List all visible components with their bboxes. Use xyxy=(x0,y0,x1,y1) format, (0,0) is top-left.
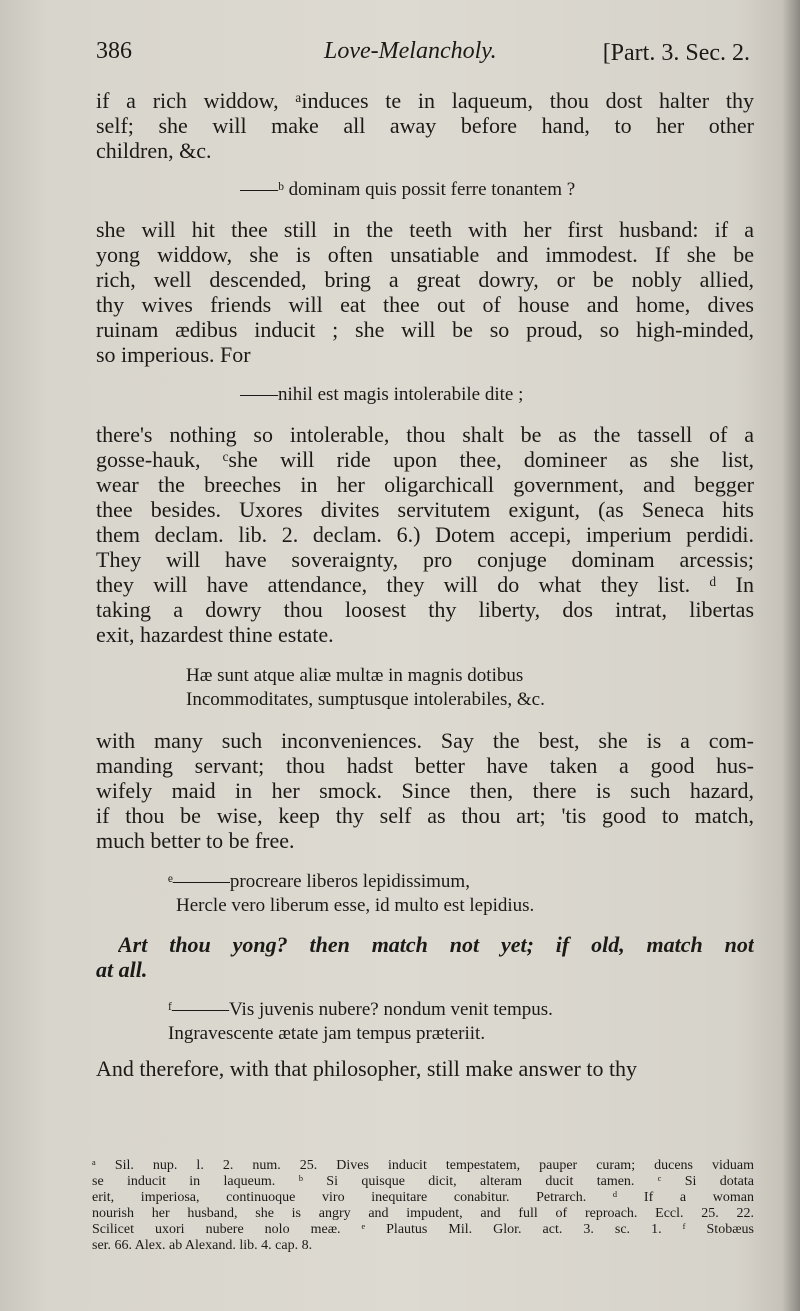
text-line: ruinam ædibus inducit ; she will be so proud, so high-minded, xyxy=(96,317,754,342)
paragraph-1 xyxy=(96,88,754,163)
text-line: yong widdow, she is often unsatiable and immodest. If she be xyxy=(96,242,754,267)
footnote-line: ᵃ Sil. nup. l. 2. num. 25. Dives inducit tempestatem, pauper curam; ducens viduam xyxy=(92,1158,754,1173)
paragraph-2 xyxy=(96,217,754,367)
page-edge-shadow xyxy=(782,0,800,1311)
text-line: exit, hazardest thine estate. xyxy=(96,622,334,647)
paragraph-3 xyxy=(96,422,754,647)
text-line: manding servant; thou hadst better have taken a good hus- xyxy=(96,753,754,778)
verse-line: ——ᵇ dominam quis possit ferre tonantem ? xyxy=(240,179,576,200)
text-line: if thou be wise, keep thy self as thou art; 'tis good to match, xyxy=(96,803,754,828)
page-number: 386 xyxy=(96,38,132,64)
footnote-line: Scilicet uxori nubere nolo meæ. ᵉ Plautus Mil. Glor. act. 3. sc. 1. ᶠ Stobæus xyxy=(92,1222,754,1237)
footnote-line: se inducit in laqueum. ᵇ Si quisque dicit, alteram ducit tamen. ᶜ Si dotata xyxy=(92,1174,754,1189)
verse-line: Incommoditates, sumptusque intolerabiles, &c. xyxy=(186,689,545,710)
text-line: Art thou yong? then match not yet; if old, match not xyxy=(118,932,754,957)
text-line: there's nothing so intolerable, thou shalt be as the tassell of a xyxy=(96,422,754,447)
paragraph-4 xyxy=(96,728,754,853)
verse-quote-4 xyxy=(168,870,748,918)
text-line: if a rich widdow, ᵃinduces te in laqueum, thou dost halter thy xyxy=(96,88,754,113)
verse-quote-5 xyxy=(168,998,748,1046)
verse-line: Hercle vero liberum esse, id multo est lepidius. xyxy=(176,895,535,916)
text-line: at all. xyxy=(96,957,148,982)
text-line: gosse-hauk, ᶜshe will ride upon thee, domineer as she list, xyxy=(96,447,754,472)
paragraph-5 xyxy=(96,932,754,982)
section-marker: [Part. 3. Sec. 2. xyxy=(602,40,750,66)
footnote-line: ser. 66. Alex. ab Alexand. lib. 4. cap. 8. xyxy=(92,1238,313,1253)
footnote-line: nourish her husband, she is angry and impudent, and full of reproach. Eccl. 25. 22. xyxy=(92,1206,754,1221)
verse-quote-2 xyxy=(240,383,740,407)
text-line: much better to be free. xyxy=(96,828,295,853)
text-line: them declam. lib. 2. declam. 6.) Dotem accepi, imperium perdidi. xyxy=(96,522,754,547)
text-line: thy wives friends will eat thee out of house and home, dives xyxy=(96,292,754,317)
text-line: with many such inconveniences. Say the best, she is a com- xyxy=(96,728,754,753)
verse-line: Hæ sunt atque aliæ multæ in magnis dotibus xyxy=(186,665,524,686)
text-line: taking a dowry thou loosest thy liberty, dos intrat, libertas xyxy=(96,597,754,622)
text-line: so imperious. For xyxy=(96,342,251,367)
verse-line: Ingravescente ætate jam tempus præteriit. xyxy=(168,1023,486,1044)
text-line: thee besides. Uxores divites servitutem exigunt, (as Seneca hits xyxy=(96,497,754,522)
text-line: And therefore, with that philosopher, still make answer to thy xyxy=(96,1056,638,1081)
text-line: they will have attendance, they will do what they list. ᵈ In xyxy=(96,572,754,597)
paragraph-6 xyxy=(96,1056,754,1081)
text-line: rich, well descended, bring a great dowry, or be nobly allied, xyxy=(96,267,754,292)
verse-line: ——nihil est magis intolerabile dite ; xyxy=(240,384,524,405)
verse-line: ᵉ———procreare liberos lepidissimum, xyxy=(168,871,470,892)
footnotes xyxy=(92,1158,754,1254)
text-line: children, &c. xyxy=(96,138,212,163)
text-line: They will have soveraignty, pro conjuge dominam arcessis; xyxy=(96,547,754,572)
running-title: Love-Melancholy. xyxy=(324,38,497,64)
footnote-line: erit, imperiosa, continuoque viro inequitare conabitur. Petrarch. ᵈ If a woman xyxy=(92,1190,754,1205)
text-line: she will hit thee still in the teeth with her first husband: if a xyxy=(96,217,754,242)
text-line: wear the breeches in her oligarchicall government, and begger xyxy=(96,472,754,497)
page-header xyxy=(96,38,756,78)
verse-line: ᶠ———Vis juvenis nubere? nondum venit tempus. xyxy=(168,999,553,1020)
text-line: wifely maid in her smock. Since then, there is such hazard, xyxy=(96,778,754,803)
verse-quote-1 xyxy=(240,178,740,202)
text-line: self; she will make all away before hand, to her other xyxy=(96,113,754,138)
verse-quote-3 xyxy=(186,664,746,712)
